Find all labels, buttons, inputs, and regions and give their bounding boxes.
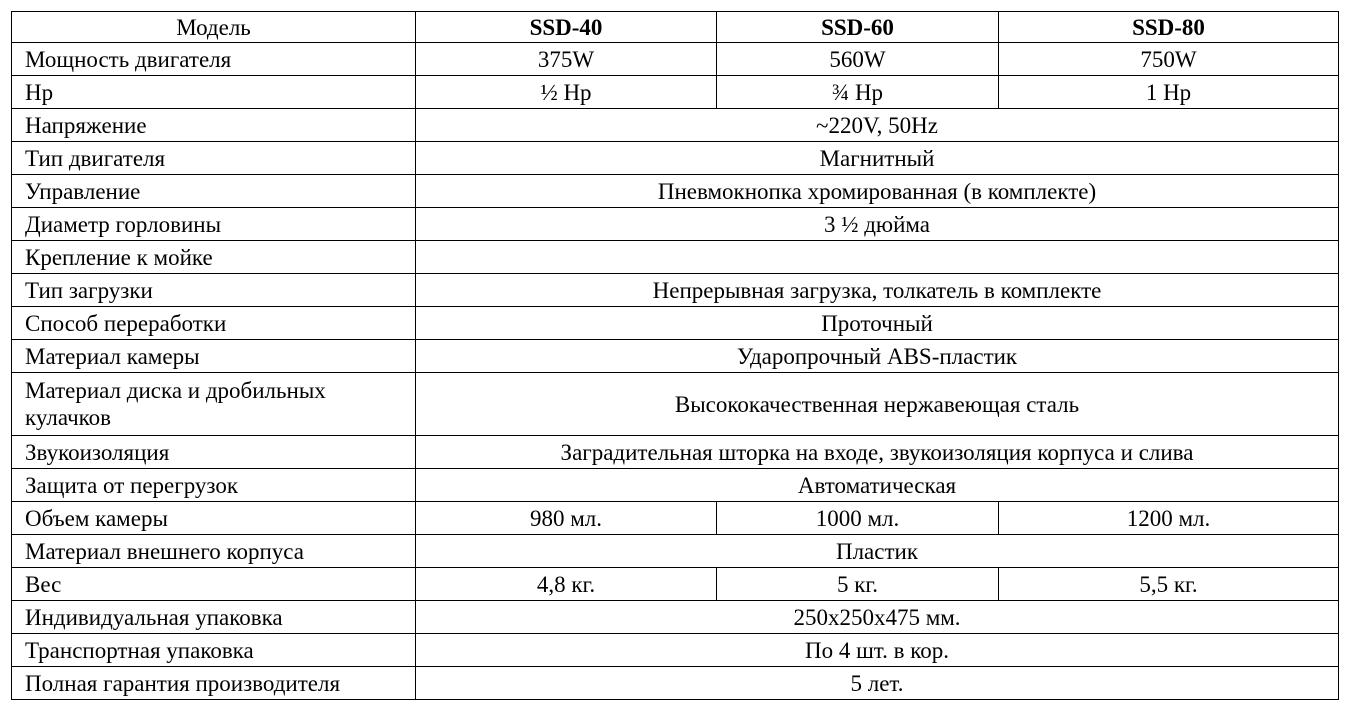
table-row [12, 535, 1339, 568]
row-label: Управление [12, 175, 416, 208]
row-label: Звукоизоляция [12, 436, 416, 469]
table-row [12, 436, 1339, 469]
cell-value-merged: Непрерывная загрузка, толкатель в комплекте [416, 274, 1339, 307]
model-ssd-80-header: SSD-80 [999, 12, 1339, 43]
cell-value-merged [416, 241, 1339, 274]
cell-value-merged: 3 ½ дюйма [416, 208, 1339, 241]
table-row [12, 307, 1339, 340]
row-label: Мощность двигателя [12, 43, 416, 76]
row-label: Диаметр горловины [12, 208, 416, 241]
cell-value-merged: Пневмокнопка хромированная (в комплекте) [416, 175, 1339, 208]
row-label: Транспортная упаковка [12, 634, 416, 667]
row-label: Объем камеры [12, 502, 416, 535]
cell-value-merged: Заградительная шторка на входе, звукоизоляция корпуса и слива [416, 436, 1339, 469]
table-row [12, 601, 1339, 634]
row-label: Материал камеры [12, 340, 416, 373]
model-ssd-60-header: SSD-60 [717, 12, 999, 43]
table-row [12, 568, 1339, 601]
table-row [12, 502, 1339, 535]
cell-value-merged: Пластик [416, 535, 1339, 568]
table-row [12, 208, 1339, 241]
cell-value-merged: Магнитный [416, 142, 1339, 175]
cell-value-merged: 5 лет. [416, 667, 1339, 700]
row-label: Тип двигателя [12, 142, 416, 175]
cell-value-merged: Высококачественная нержавеющая сталь [416, 373, 1339, 436]
row-label: Индивидуальная упаковка [12, 601, 416, 634]
row-label: Материал внешнего корпуса [12, 535, 416, 568]
row-label: Материал диска и дробильных кулачков [12, 373, 416, 436]
model-ssd-40-header: SSD-40 [416, 12, 717, 43]
cell-value-merged: 250x250x475 мм. [416, 601, 1339, 634]
table-row [12, 373, 1339, 436]
cell-value: 1000 мл. [717, 502, 999, 535]
row-label: Тип загрузки [12, 274, 416, 307]
cell-value-merged: Проточный [416, 307, 1339, 340]
table-row [12, 469, 1339, 502]
table-row [12, 241, 1339, 274]
cell-value: 4,8 кг. [416, 568, 717, 601]
cell-value: ½ Hp [416, 76, 717, 109]
table-row [12, 76, 1339, 109]
table-header-row [12, 12, 1339, 43]
cell-value: ¾ Hp [717, 76, 999, 109]
table-row [12, 274, 1339, 307]
cell-value-merged: Ударопрочный ABS-пластик [416, 340, 1339, 373]
table-row [12, 175, 1339, 208]
model-header-cell: Модель [12, 12, 416, 43]
row-label: Полная гарантия производителя [12, 667, 416, 700]
cell-value: 750W [999, 43, 1339, 76]
cell-value: 1 Hp [999, 76, 1339, 109]
cell-value: 560W [717, 43, 999, 76]
spec-table [11, 11, 1339, 700]
table-row [12, 340, 1339, 373]
cell-value: 375W [416, 43, 717, 76]
table-row [12, 142, 1339, 175]
table-row [12, 109, 1339, 142]
row-label: Способ переработки [12, 307, 416, 340]
row-label: Напряжение [12, 109, 416, 142]
cell-value-merged: ~220V, 50Hz [416, 109, 1339, 142]
cell-value: 5 кг. [717, 568, 999, 601]
table-row [12, 667, 1339, 700]
cell-value: 980 мл. [416, 502, 717, 535]
cell-value-merged: По 4 шт. в кор. [416, 634, 1339, 667]
cell-value-merged: Автоматическая [416, 469, 1339, 502]
table-row [12, 634, 1339, 667]
cell-value: 1200 мл. [999, 502, 1339, 535]
table-row [12, 43, 1339, 76]
row-label: Hp [12, 76, 416, 109]
row-label: Крепление к мойке [12, 241, 416, 274]
row-label: Вес [12, 568, 416, 601]
row-label: Защита от перегрузок [12, 469, 416, 502]
cell-value: 5,5 кг. [999, 568, 1339, 601]
